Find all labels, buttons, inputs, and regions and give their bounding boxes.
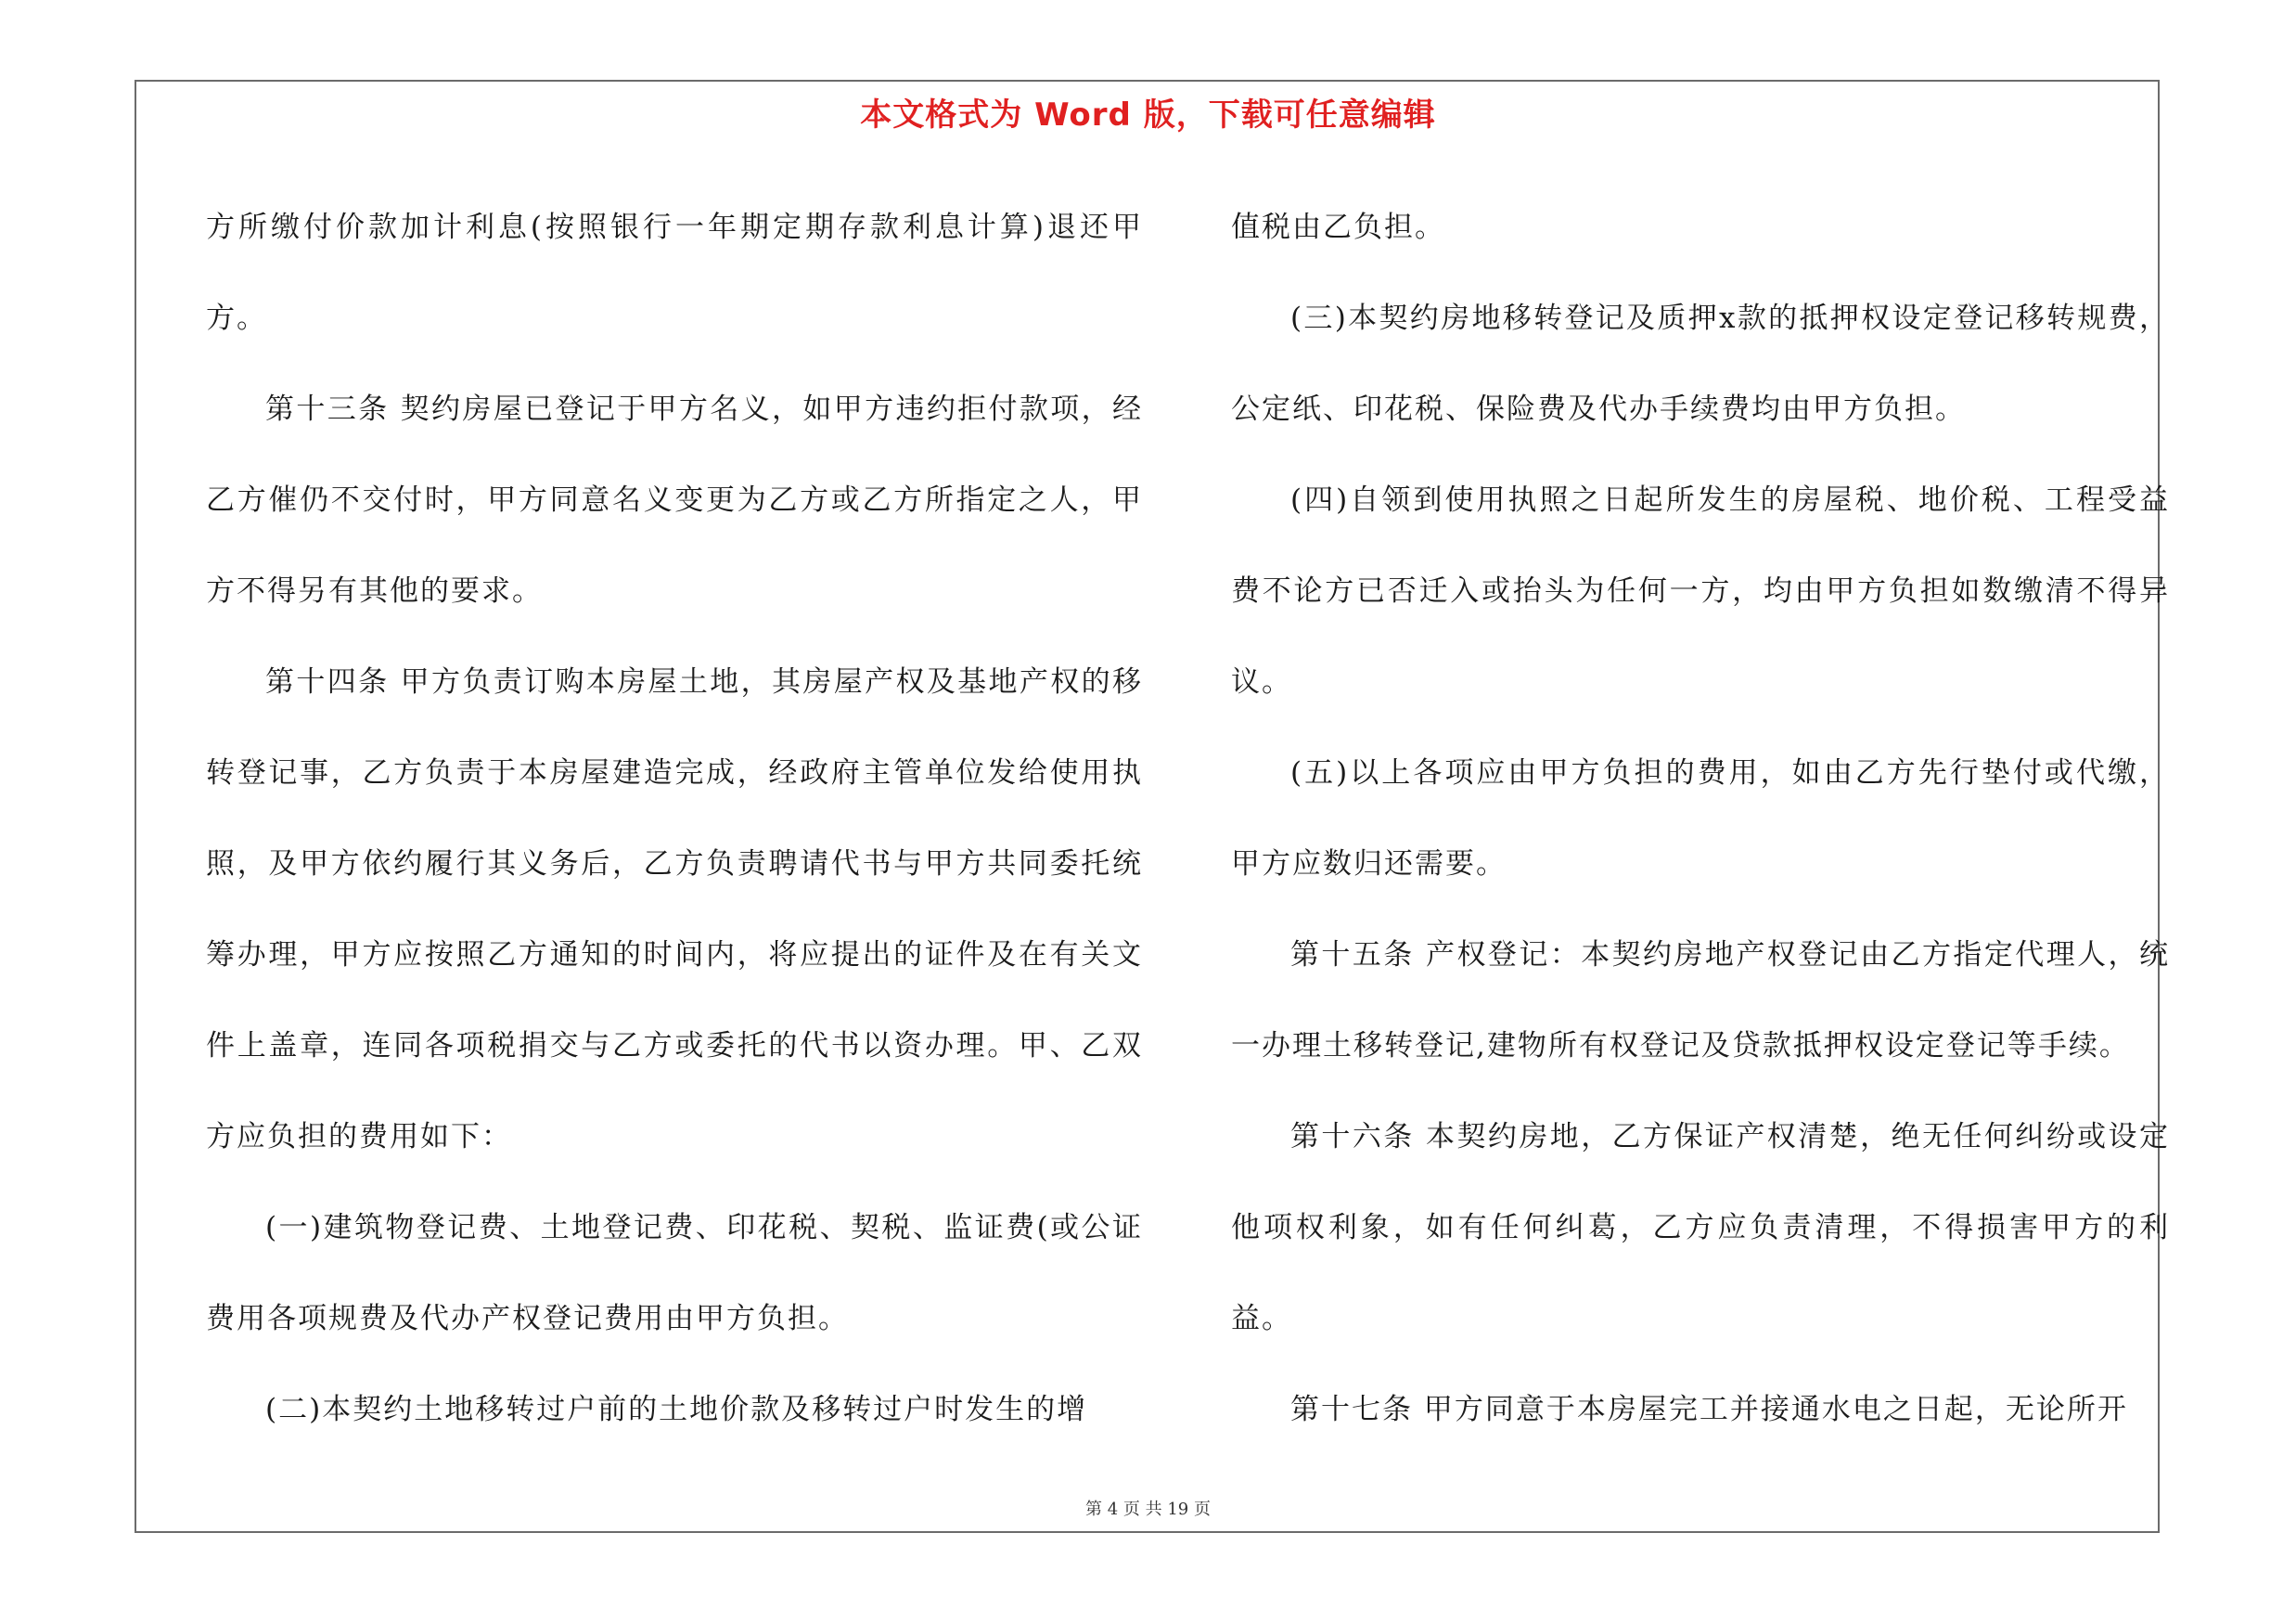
paragraph: (三)本契约房地移转登记及质押x款的抵押权设定登记移转规费，公定纸、印花税、保险费及代办手续费均由甲方负担。 — [1231, 302, 2170, 426]
paragraph: (二)本契约土地移转过户前的土地价款及移转过户时发生的增 — [265, 1393, 1088, 1426]
paragraph: 第十七条 甲方同意于本房屋完工并接通水电之日起，无论所开 — [1290, 1393, 2128, 1426]
paragraph: 方所缴付价款加计利息(按照银行一年期定期存款利息计算)退还甲方。 — [206, 211, 1143, 335]
paragraph: 第十四条 甲方负责订购本房屋土地，其房屋产权及基地产权的移转登记事，乙方负责于本房屋建造完成，经政府主管单位发给使用执照，及甲方依约履行其义务后，乙方负责聘请代书与甲方共同委托统筹办理，甲方应按照乙方通知的时间内，将应提出的证件及在有关文件上盖章，连同各项税捐交与乙方或委托的代书以资办理。甲、乙双方应负担的费用如下： — [206, 665, 1143, 1153]
paragraph: 值税由乙负担。 — [1231, 211, 1445, 244]
paragraph: 第十五条 产权登记：本契约房地产权登记由乙方指定代理人，统一办理土移转登记,建物所有权登记及贷款抵押权设定登记等手续。 — [1231, 938, 2170, 1063]
paragraph: 第十三条 契约房屋已登记于甲方名义，如甲方违约拒付款项，经乙方催仍不交付时，甲方同意名义变更为乙方或乙方所指定之人，甲方不得另有其他的要求。 — [206, 393, 1143, 608]
left-column — [206, 182, 1143, 1455]
paragraph: 第十六条 本契约房地，乙方保证产权清楚，绝无任何纠纷或设定他项权利象，如有任何纠葛，乙方应负责清理，不得损害甲方的利益。 — [1231, 1120, 2170, 1335]
right-column — [1231, 182, 2170, 1455]
paragraph: (五)以上各项应由甲方负担的费用，如由乙方先行垫付或代缴，甲方应数归还需要。 — [1231, 756, 2170, 881]
paragraph: (一)建筑物登记费、土地登记费、印花税、契税、监证费(或公证费用各项规费及代办产权登记费用由甲方负担。 — [206, 1211, 1143, 1335]
page-number: 第 4 页 共 19 页 — [1085, 1500, 1211, 1519]
format-banner: 本文格式为 Word 版，下载可任意编辑 — [860, 97, 1436, 134]
paragraph: (四)自领到使用执照之日起所发生的房屋税、地价税、工程受益费不论方已否迁入或抬头为任何一方，均由甲方负担如数缴清不得异议。 — [1231, 483, 2170, 699]
